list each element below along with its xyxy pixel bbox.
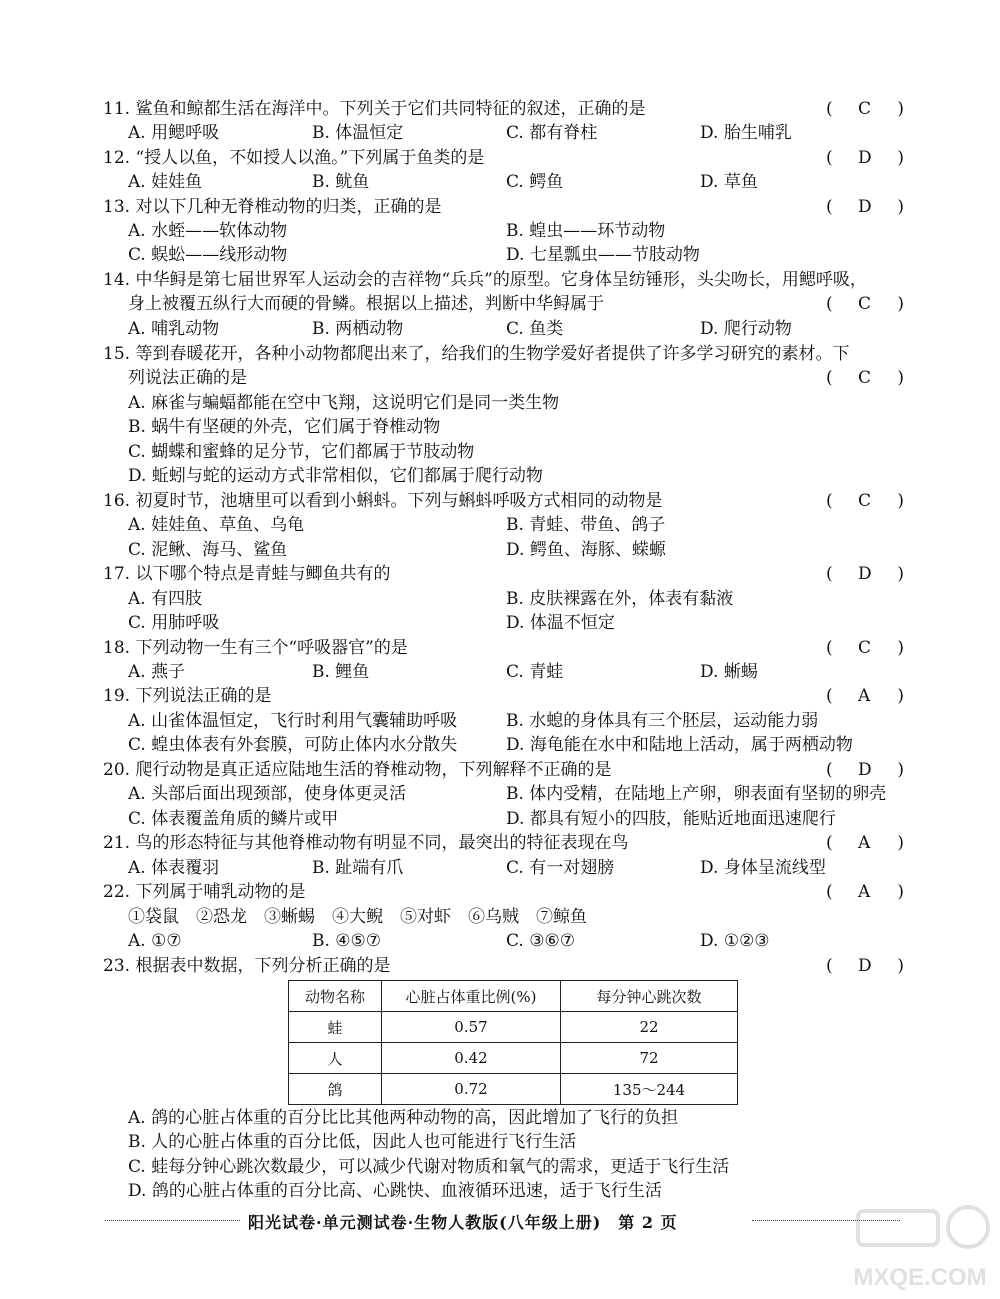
option: D. 鸽的心脏占体重的百分比高、心跳快、血液循环迅速，适于飞行生活	[128, 1181, 662, 1201]
option: B. 蜗牛有坚硬的外壳，它们属于脊椎动物	[128, 417, 441, 437]
table-row	[289, 1043, 738, 1074]
option: C. 体表覆盖角质的鳞片或甲	[128, 809, 339, 829]
q19-stem-line	[0, 684, 1000, 708]
option: B. 青蛙、带鱼、鸽子	[506, 515, 666, 535]
answer-bracket: ( A )	[826, 833, 904, 853]
q21-options	[0, 856, 1000, 880]
option: C. 蜈蚣——线形动物	[128, 245, 288, 265]
option: A. 山雀体温恒定，飞行时利用气囊辅助呼吸	[128, 711, 458, 731]
q23-option-b	[0, 1130, 1000, 1154]
option: A. ①⑦	[128, 931, 182, 951]
q16-options-row1	[0, 513, 1000, 537]
option: B. 鱿鱼	[312, 172, 370, 192]
option: B. ④⑤⑦	[312, 931, 382, 951]
q16-options-row2	[0, 538, 1000, 562]
q21-stem-line	[0, 831, 1000, 855]
q20-stem-line	[0, 758, 1000, 782]
option: B. 体内受精，在陆地上产卵，卵表面有坚韧的卵壳	[506, 784, 887, 804]
option: A. 体表覆羽	[128, 858, 220, 878]
option: C. 用肺呼吸	[128, 613, 220, 633]
question-stem: 12. “授人以鱼，不如授人以渔。”下列属于鱼类的是	[103, 148, 485, 168]
option: A. 娃娃鱼、草鱼、乌龟	[128, 515, 305, 535]
option: B. 皮肤裸露在外，体表有黏液	[506, 589, 734, 609]
answer-bracket: ( C )	[826, 638, 904, 658]
q18-stem-line	[0, 636, 1000, 660]
q14-stem-line2	[0, 292, 1000, 316]
question-stem: 16. 初夏时节，池塘里可以看到小蝌蚪。下列与蝌蚪呼吸方式相同的动物是	[103, 491, 663, 511]
table-cell: 135～244	[561, 1074, 738, 1105]
q15-stem-line2	[0, 366, 1000, 390]
table-cell: 0.57	[382, 1012, 561, 1043]
option: D. ①②③	[700, 931, 770, 951]
answer-bracket: ( C )	[826, 491, 904, 511]
question-stem-continued: 列说法正确的是	[128, 368, 247, 388]
q17-stem-line	[0, 562, 1000, 586]
question-stem: 19. 下列说法正确的是	[103, 686, 272, 706]
answer-bracket: ( C )	[826, 99, 904, 119]
answer-bracket: ( D )	[826, 197, 904, 217]
q12-options	[0, 170, 1000, 194]
option: C. 有一对翅膀	[506, 858, 615, 878]
q13-options-row2	[0, 243, 1000, 267]
question-stem: 15. 等到春暖花开，各种小动物都爬出来了，给我们的生物学爱好者提供了许多学习研究的素材。下	[103, 344, 850, 364]
option: A. 哺乳动物	[128, 319, 220, 339]
option: C. ③⑥⑦	[506, 931, 575, 951]
option: B. 体温恒定	[312, 123, 404, 143]
footer-text: 阳光试卷·单元测试卷·生物人教版(八年级上册) 第 2 页	[248, 1213, 678, 1232]
option: D. 草鱼	[700, 172, 758, 192]
question-stem: 21. 鸟的形态特征与其他脊椎动物有明显不同，最突出的特征表现在鸟	[103, 833, 629, 853]
table-cell: 0.42	[382, 1043, 561, 1074]
q11-stem-line	[0, 97, 1000, 121]
option: D. 体温不恒定	[506, 613, 615, 633]
watermark-text: MXQE.COM	[853, 1264, 987, 1291]
answer-bracket: ( D )	[826, 148, 904, 168]
question-stem: 18. 下列动物一生有三个“呼吸器官”的是	[103, 638, 408, 658]
option: D. 海龟能在水中和陆地上活动，属于两栖动物	[506, 735, 853, 755]
option: B. 蝗虫——环节动物	[506, 221, 666, 241]
option: A. 水蛭——软体动物	[128, 221, 288, 241]
table-row	[289, 1074, 738, 1105]
q17-options-row2	[0, 611, 1000, 635]
q15-option-d	[0, 464, 1000, 488]
q15-option-b	[0, 415, 1000, 439]
footer-divider-left	[105, 1220, 240, 1221]
question-stem: 14. 中华鲟是第七届世界军人运动会的吉祥物“兵兵”的原型。它身体呈纺锤形，头尖吻长，用鳃呼吸，	[103, 270, 867, 290]
question-stem: 20. 爬行动物是真正适应陆地生活的脊椎动物，下列解释不正确的是	[103, 760, 612, 780]
option: C. 蝗虫体表有外套膜，可防止体内水分散失	[128, 735, 458, 755]
option: D. 都具有短小的四肢，能贴近地面迅速爬行	[506, 809, 836, 829]
table-cell: 0.72	[382, 1074, 561, 1105]
q23-stem-line	[0, 954, 1000, 978]
q13-stem-line	[0, 195, 1000, 219]
option: D. 七星瓢虫——节肢动物	[506, 245, 700, 265]
table-header: 每分钟心跳次数	[561, 981, 738, 1012]
answer-bracket: ( D )	[826, 564, 904, 584]
table-header: 心脏占体重比例(%)	[382, 981, 561, 1012]
option: D. 蜥蜴	[700, 662, 758, 682]
question-stem: 23. 根据表中数据，下列分析正确的是	[103, 956, 391, 976]
option: B. 水螅的身体具有三个胚层，运动能力弱	[506, 711, 819, 731]
question-stem: 22. 下列属于哺乳动物的是	[103, 882, 306, 902]
q14-stem-line	[0, 268, 1000, 292]
option: C. 蛙每分钟心跳次数最少，可以减少代谢对物质和氧气的需求，更适于飞行生活	[128, 1157, 730, 1177]
option: A. 娃娃鱼	[128, 172, 203, 192]
option: B. 鲤鱼	[312, 662, 370, 682]
option: B. 两栖动物	[312, 319, 404, 339]
table-cell: 人	[289, 1043, 382, 1074]
option: B. 趾端有爪	[312, 858, 404, 878]
answer-bracket: ( D )	[826, 956, 904, 976]
question-stem: 17. 以下哪个特点是青蛙与鲫鱼共有的	[103, 564, 391, 584]
option: A. 燕子	[128, 662, 186, 682]
q23-option-c	[0, 1155, 1000, 1179]
option: C. 鱼类	[506, 319, 564, 339]
option: C. 蝴蝶和蜜蜂的足分节，它们都属于节肢动物	[128, 442, 475, 462]
q13-options-row1	[0, 219, 1000, 243]
q15-stem-line	[0, 342, 1000, 366]
option: D. 胎生哺乳	[700, 123, 792, 143]
q19-options-row2	[0, 733, 1000, 757]
answer-bracket: ( A )	[826, 882, 904, 902]
q22-stem-line	[0, 880, 1000, 904]
table-cell: 蛙	[289, 1012, 382, 1043]
table-row	[289, 1012, 738, 1043]
table-cell: 鸽	[289, 1074, 382, 1105]
option: A. 有四肢	[128, 589, 203, 609]
q22-animal-list	[0, 905, 1000, 929]
option: C. 都有脊柱	[506, 123, 598, 143]
q22-options	[0, 929, 1000, 953]
watermark-logo	[840, 1199, 1000, 1299]
option: C. 鳄鱼	[506, 172, 564, 192]
q17-options-row1	[0, 587, 1000, 611]
q20-options-row2	[0, 807, 1000, 831]
table-header-row	[289, 981, 738, 1012]
table-header: 动物名称	[289, 981, 382, 1012]
q18-options	[0, 660, 1000, 684]
option: A. 头部后面出现颈部，使身体更灵活	[128, 784, 407, 804]
q11-options	[0, 121, 1000, 145]
q12-stem-line	[0, 146, 1000, 170]
answer-bracket: ( C )	[826, 368, 904, 388]
option: A. 用鳃呼吸	[128, 123, 220, 143]
q20-options-row1	[0, 782, 1000, 806]
option: C. 青蛙	[506, 662, 564, 682]
q16-stem-line	[0, 489, 1000, 513]
option: D. 爬行动物	[700, 319, 792, 339]
answer-bracket: ( D )	[826, 760, 904, 780]
q14-options	[0, 317, 1000, 341]
q15-option-a	[0, 391, 1000, 415]
table-cell: 22	[561, 1012, 738, 1043]
q23-option-a	[0, 1106, 1000, 1130]
option: B. 人的心脏占体重的百分比低，因此人也可能进行飞行生活	[128, 1132, 577, 1152]
question-stem-continued: 身上被覆五纵行大而硬的骨鳞。根据以上描述，判断中华鲟属于	[128, 294, 604, 314]
option: A. 鸽的心脏占体重的百分比比其他两种动物的高，因此增加了飞行的负担	[128, 1108, 679, 1128]
q19-options-row1	[0, 709, 1000, 733]
answer-bracket: ( C )	[826, 294, 904, 314]
option: A. 麻雀与蝙蝠都能在空中飞翔，这说明它们是同一类生物	[128, 393, 560, 413]
option: D. 蚯蚓与蛇的运动方式非常相似，它们都属于爬行动物	[128, 466, 543, 486]
option: D. 身体呈流线型	[700, 858, 826, 878]
option: D. 鳄鱼、海豚、蝾螈	[506, 540, 666, 560]
question-stem: 11. 鲨鱼和鲸都生活在海洋中。下列关于它们共同特征的叙述，正确的是	[103, 99, 646, 119]
animal-list: ①袋鼠 ②恐龙 ③蜥蜴 ④大鲵 ⑤对虾 ⑥乌贼 ⑦鲸鱼	[128, 907, 587, 927]
table-cell: 72	[561, 1043, 738, 1074]
question-stem: 13. 对以下几种无脊椎动物的归类，正确的是	[103, 197, 442, 217]
answer-bracket: ( A )	[826, 686, 904, 706]
q15-option-c	[0, 440, 1000, 464]
option: C. 泥鳅、海马、鲨鱼	[128, 540, 288, 560]
heart-data-table	[288, 980, 738, 1105]
